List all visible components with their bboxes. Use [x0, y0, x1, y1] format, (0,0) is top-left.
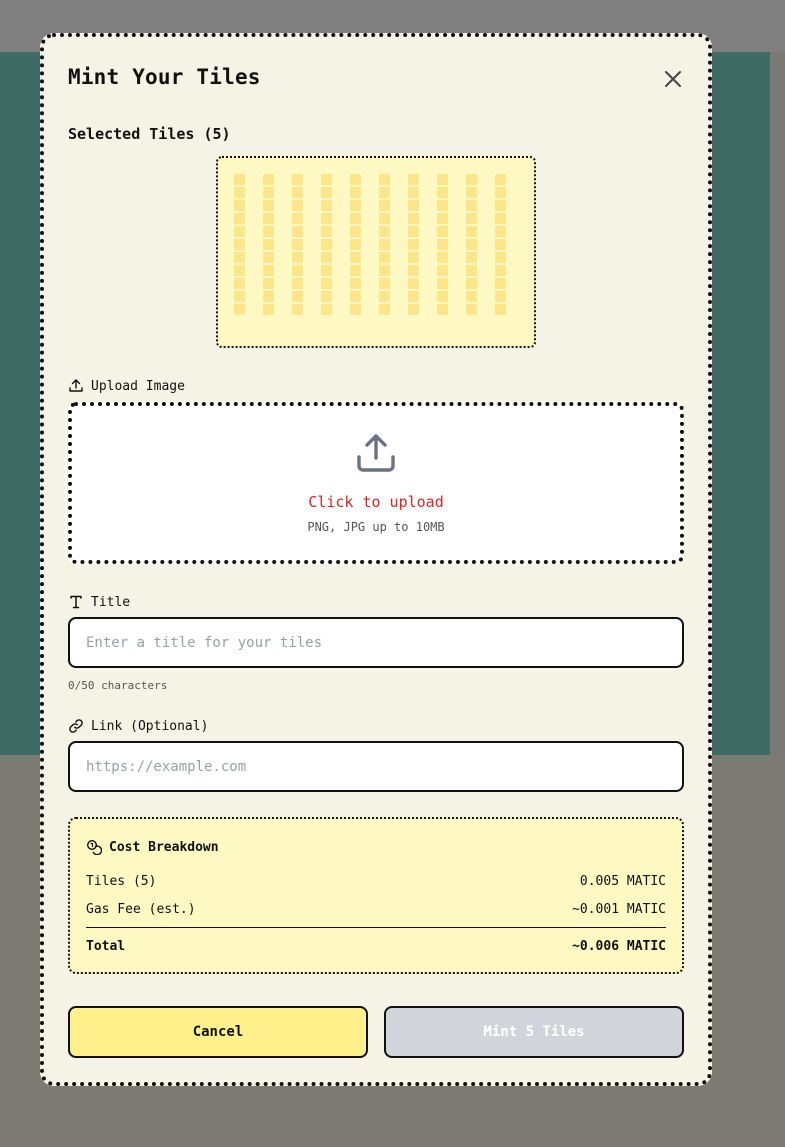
link-label-text: Link (Optional) — [91, 718, 209, 734]
tile-cell — [379, 291, 390, 302]
tile-cell — [234, 239, 245, 250]
title-label-text: Title — [91, 594, 131, 610]
tile-cell — [466, 213, 477, 224]
tile-cell — [466, 174, 477, 185]
tile-cell — [263, 187, 274, 198]
tile-cell — [437, 200, 448, 211]
cost-title-text: Cost Breakdown — [109, 839, 219, 855]
cost-divider — [86, 927, 666, 928]
tile-cell — [263, 265, 274, 276]
tile-cell — [292, 213, 303, 224]
tile-cell — [466, 265, 477, 276]
tile-cell — [379, 226, 390, 237]
tile-cell — [350, 239, 361, 250]
tile-cell — [495, 200, 506, 211]
tile-cell — [292, 304, 303, 315]
upload-label-text: Upload Image — [91, 378, 185, 394]
tile-cell — [321, 278, 332, 289]
tile-cell — [321, 304, 332, 315]
cost-row-gas — [86, 902, 666, 917]
tile-cell — [263, 291, 274, 302]
tile-cell — [234, 291, 245, 302]
tile-cell — [292, 252, 303, 263]
tile-cell — [437, 278, 448, 289]
tile-cell — [263, 278, 274, 289]
tile-cell — [408, 213, 419, 224]
tile-cell — [263, 304, 274, 315]
tile-cell — [350, 252, 361, 263]
upload-small-icon — [68, 378, 84, 394]
tile-cell — [495, 174, 506, 185]
tile-preview — [216, 156, 536, 348]
tile-cell — [321, 291, 332, 302]
tile-cell — [466, 239, 477, 250]
tile-cell — [350, 174, 361, 185]
tile-cell — [321, 187, 332, 198]
tile-cell — [350, 265, 361, 276]
link-input[interactable] — [68, 741, 684, 792]
tile-cell — [466, 252, 477, 263]
upload-dropzone[interactable] — [68, 402, 684, 564]
tile-cell — [292, 239, 303, 250]
tile-cell — [495, 226, 506, 237]
tile-cell — [437, 174, 448, 185]
cost-breakdown-title — [86, 839, 219, 855]
tile-cell — [379, 304, 390, 315]
tile-cell — [408, 252, 419, 263]
tile-cell — [495, 213, 506, 224]
tile-cell — [495, 304, 506, 315]
cost-row-value: ~0.001 MATIC — [572, 902, 666, 917]
upload-icon — [356, 432, 396, 474]
cancel-button[interactable]: Cancel — [68, 1006, 368, 1058]
tile-cell — [466, 291, 477, 302]
tile-cell — [292, 291, 303, 302]
tile-cell — [234, 304, 245, 315]
tile-cell — [321, 226, 332, 237]
tile-cell — [437, 265, 448, 276]
tile-cell — [379, 213, 390, 224]
tile-cell — [379, 265, 390, 276]
tile-cell — [234, 187, 245, 198]
tile-cell — [263, 239, 274, 250]
tile-cell — [466, 226, 477, 237]
tile-cell — [234, 226, 245, 237]
tile-cell — [437, 291, 448, 302]
tile-cell — [466, 278, 477, 289]
title-input[interactable] — [68, 617, 684, 668]
cost-total-value: ~0.006 MATIC — [572, 939, 666, 954]
tile-cell — [495, 278, 506, 289]
tile-cell — [437, 252, 448, 263]
tile-cell — [292, 200, 303, 211]
tile-cell — [379, 239, 390, 250]
title-label — [68, 594, 130, 610]
tile-cell — [321, 213, 332, 224]
cost-row-value: 0.005 MATIC — [579, 874, 666, 889]
tile-cell — [408, 265, 419, 276]
tile-cell — [437, 239, 448, 250]
tile-cell — [408, 226, 419, 237]
tile-cell — [321, 200, 332, 211]
tile-cell — [437, 226, 448, 237]
selected-tiles-heading: Selected Tiles (5) — [68, 125, 231, 143]
tile-cell — [408, 174, 419, 185]
tile-cell — [379, 278, 390, 289]
upload-cta[interactable]: Click to upload — [308, 493, 444, 511]
tile-cell — [234, 174, 245, 185]
cost-total-label: Total — [86, 939, 126, 954]
tile-cell — [350, 226, 361, 237]
upload-hint: PNG, JPG up to 10MB — [307, 520, 445, 534]
tile-cell — [263, 200, 274, 211]
tile-cell — [408, 239, 419, 250]
tile-cell — [408, 200, 419, 211]
tile-cell — [408, 304, 419, 315]
tile-cell — [292, 174, 303, 185]
tile-cell — [408, 187, 419, 198]
tile-cell — [379, 252, 390, 263]
tile-cell — [263, 174, 274, 185]
tile-cell — [495, 291, 506, 302]
upload-label — [68, 378, 185, 394]
close-button[interactable] — [662, 68, 684, 90]
tile-cell — [379, 174, 390, 185]
tile-cell — [321, 174, 332, 185]
tile-cell — [350, 304, 361, 315]
tile-cell — [234, 200, 245, 211]
tile-cell — [292, 265, 303, 276]
tile-cell — [437, 213, 448, 224]
tile-cell — [234, 252, 245, 263]
tile-cell — [466, 187, 477, 198]
tile-cell — [234, 278, 245, 289]
tile-cell — [321, 265, 332, 276]
cost-breakdown — [68, 817, 684, 974]
tile-cell — [466, 304, 477, 315]
cost-row-label: Tiles (5) — [86, 874, 157, 889]
tile-cell — [234, 265, 245, 276]
modal-title: Mint Your Tiles — [68, 65, 261, 89]
tile-cell — [292, 278, 303, 289]
tile-cell — [466, 200, 477, 211]
mint-tiles-button[interactable]: Mint 5 Tiles — [384, 1006, 684, 1058]
coins-icon — [86, 839, 102, 855]
tile-cell — [234, 213, 245, 224]
tile-cell — [495, 187, 506, 198]
link-icon — [68, 718, 84, 734]
tile-cell — [437, 187, 448, 198]
tile-cell — [350, 200, 361, 211]
tile-cell — [350, 291, 361, 302]
link-label — [68, 718, 208, 734]
mint-modal — [40, 33, 712, 1086]
tile-cell — [321, 252, 332, 263]
tile-cell — [263, 213, 274, 224]
tile-cell — [292, 226, 303, 237]
cost-row-total — [86, 939, 666, 954]
tile-cell — [379, 187, 390, 198]
tile-grid — [234, 174, 506, 315]
tile-cell — [379, 200, 390, 211]
tile-cell — [263, 226, 274, 237]
tile-cell — [437, 304, 448, 315]
tile-cell — [408, 291, 419, 302]
tile-cell — [495, 239, 506, 250]
tile-cell — [350, 278, 361, 289]
cost-row-label: Gas Fee (est.) — [86, 902, 196, 917]
tile-cell — [495, 252, 506, 263]
tile-cell — [408, 278, 419, 289]
text-type-icon — [68, 594, 84, 610]
tile-cell — [350, 213, 361, 224]
tile-cell — [321, 239, 332, 250]
tile-cell — [495, 265, 506, 276]
close-icon — [662, 68, 684, 90]
tile-cell — [263, 252, 274, 263]
title-char-count: 0/50 characters — [68, 679, 168, 692]
tile-cell — [292, 187, 303, 198]
tile-cell — [350, 187, 361, 198]
cost-row-tiles — [86, 874, 666, 889]
